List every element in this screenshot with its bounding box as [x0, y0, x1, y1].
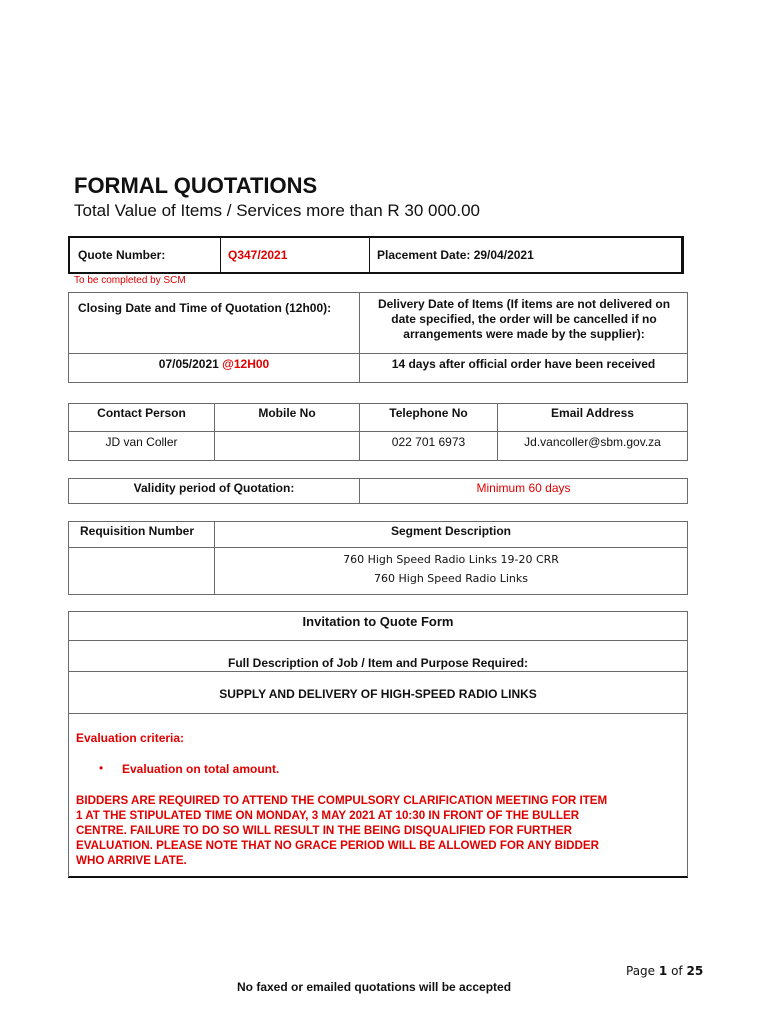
criteria-label: Evaluation criteria: [76, 731, 185, 745]
table-border [687, 292, 688, 383]
table-border [68, 503, 688, 504]
table-border [687, 403, 688, 461]
table-border [68, 640, 688, 641]
table-border [68, 594, 688, 595]
page-subtitle: Total Value of Items / Services more than R 30 000.00 [74, 201, 481, 220]
table-border [68, 460, 688, 461]
page-current: 1 [658, 964, 668, 978]
bullet-icon: • [99, 761, 104, 775]
delivery-value: 14 days after official order have been received [391, 357, 656, 371]
page-total: 25 [686, 964, 704, 978]
requisition-label: Requisition Number [80, 524, 195, 538]
table-border [681, 236, 684, 274]
footer-note: No faxed or emailed quotations will be accepted [237, 980, 512, 994]
notice-line: EVALUATION. PLEASE NOTE THAT NO GRACE PERIOD WILL BE ALLOWED FOR ANY BIDDER [76, 839, 600, 852]
closing-time: @12H00 [222, 357, 270, 371]
column-header-email: Email Address [551, 406, 634, 420]
validity-value: Minimum 60 days [476, 481, 571, 495]
closing-date: 07/05/2021 [158, 357, 219, 371]
page-prefix: Page [626, 964, 656, 978]
notice-line: WHO ARRIVE LATE. [76, 854, 187, 867]
segment-description [215, 550, 687, 588]
quote-number-value: Q347/2021 [228, 248, 288, 262]
delivery-label: Delivery Date of Items (If items are not delivered on date specified, the order will be cancelled if no arrangements were made by the supplier): [377, 297, 671, 341]
email-address: Jd.vancoller@sbm.gov.za [524, 435, 661, 449]
table-border [68, 611, 688, 612]
notice-line: 1 AT THE STIPULATED TIME ON MONDAY, 3 MAY 2021 AT 10:30 IN FRONT OF THE BULLER [76, 809, 580, 822]
contact-person: JD van Coller [105, 435, 178, 449]
table-border [68, 353, 688, 354]
table-border [687, 611, 688, 877]
table-border [68, 292, 688, 293]
page-of: of [671, 964, 683, 978]
table-border [687, 478, 688, 504]
segment-line: 760 High Speed Radio Links [374, 572, 528, 585]
invitation-title: Invitation to Quote Form [302, 614, 454, 629]
placement-date: Placement Date: 29/04/2021 [377, 248, 534, 262]
quote-number-label: Quote Number: [78, 248, 166, 262]
table-border [68, 547, 688, 548]
table-border [369, 236, 370, 274]
column-header-telephone: Telephone No [389, 406, 468, 420]
table-border [68, 382, 688, 383]
notice-text [76, 793, 684, 868]
notice-line: CENTRE. FAILURE TO DO SO WILL RESULT IN THE BEING DISQUALIFIED FOR FURTHER [76, 824, 572, 837]
column-header-mobile: Mobile No [258, 406, 316, 420]
table-border [68, 236, 683, 238]
table-border [68, 713, 688, 714]
table-border [68, 272, 683, 274]
notice-line: BIDDERS ARE REQUIRED TO ATTEND THE COMPULSORY CLARIFICATION MEETING FOR ITEM [76, 794, 608, 807]
table-border [68, 876, 688, 878]
table-border [687, 521, 688, 595]
criteria-item: Evaluation on total amount. [122, 762, 280, 776]
table-border [68, 431, 688, 432]
segment-line: 760 High Speed Radio Links 19-20 CRR [343, 553, 559, 566]
description-value: SUPPLY AND DELIVERY OF HIGH-SPEED RADIO LINKS [219, 687, 537, 701]
page-number [626, 964, 703, 978]
scm-note: To be completed by SCM [74, 275, 186, 286]
description-label: Full Description of Job / Item and Purpose Required: [227, 656, 529, 670]
closing-date-time [69, 357, 359, 371]
table-border [68, 521, 69, 595]
table-border [68, 236, 70, 274]
page-title: FORMAL QUOTATIONS [74, 173, 318, 198]
column-header-contact: Contact Person [97, 406, 186, 420]
validity-label: Validity period of Quotation: [133, 481, 295, 495]
table-border [220, 236, 221, 274]
telephone-number: 022 701 6973 [391, 435, 466, 449]
closing-label: Closing Date and Time of Quotation (12h00): [78, 301, 332, 315]
table-border [68, 403, 688, 404]
table-border [68, 671, 688, 672]
table-border [68, 478, 688, 479]
table-border [68, 611, 69, 877]
segment-label: Segment Description [390, 524, 512, 538]
table-border [68, 521, 688, 522]
